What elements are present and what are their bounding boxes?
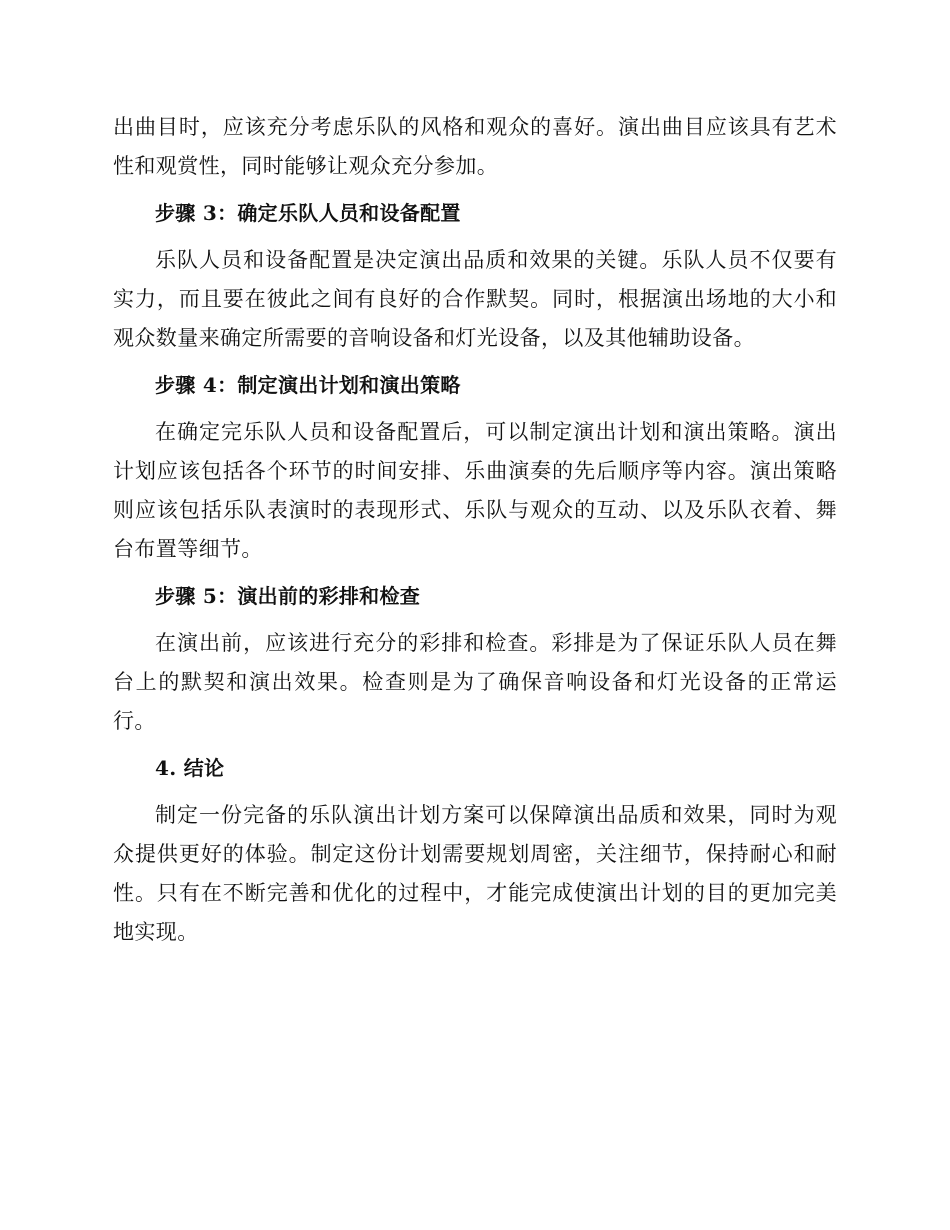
heading-conclusion: 4. 结论 bbox=[155, 756, 225, 780]
paragraph-step-4: 在确定完乐队人员和设备配置后，可以制定演出计划和演出策略。演出计划应该包括各个环节的时间安排、乐曲演奏的先后顺序等内容。演出策略则应该包括乐队表演时的表现形式、乐队与观众的互动、以及乐队衣着、舞台布置等细节。 bbox=[113, 420, 837, 561]
paragraph-conclusion: 制定一份完备的乐队演出计划方案可以保障演出品质和效果，同时为观众提供更好的体验。制定这份计划需要规划周密，关注细节，保持耐心和耐性。只有在不断完善和优化的过程中，才能完成使演出计划的目的更加完美地实现。 bbox=[113, 803, 837, 944]
heading-step-4: 步骤 4：制定演出计划和演出策略 bbox=[155, 373, 461, 397]
paragraph-step-3: 乐队人员和设备配置是决定演出品质和效果的关键。乐队人员不仅要有实力，而且要在彼此之间有良好的合作默契。同时，根据演出场地的大小和观众数量来确定所需要的音响设备和灯光设备，以及其他辅助设备。 bbox=[113, 248, 837, 350]
document-page bbox=[113, 108, 837, 952]
paragraph-continuation: 出曲目时，应该充分考虑乐队的风格和观众的喜好。演出曲目应该具有艺术性和观赏性，同时能够让观众充分参加。 bbox=[113, 115, 837, 178]
heading-step-5: 步骤 5：演出前的彩排和检查 bbox=[155, 584, 421, 608]
paragraph-step-5: 在演出前，应该进行充分的彩排和检查。彩排是为了保证乐队人员在舞台上的默契和演出效果。检查则是为了确保音响设备和灯光设备的正常运行。 bbox=[113, 631, 837, 733]
heading-step-3: 步骤 3：确定乐队人员和设备配置 bbox=[155, 201, 461, 225]
